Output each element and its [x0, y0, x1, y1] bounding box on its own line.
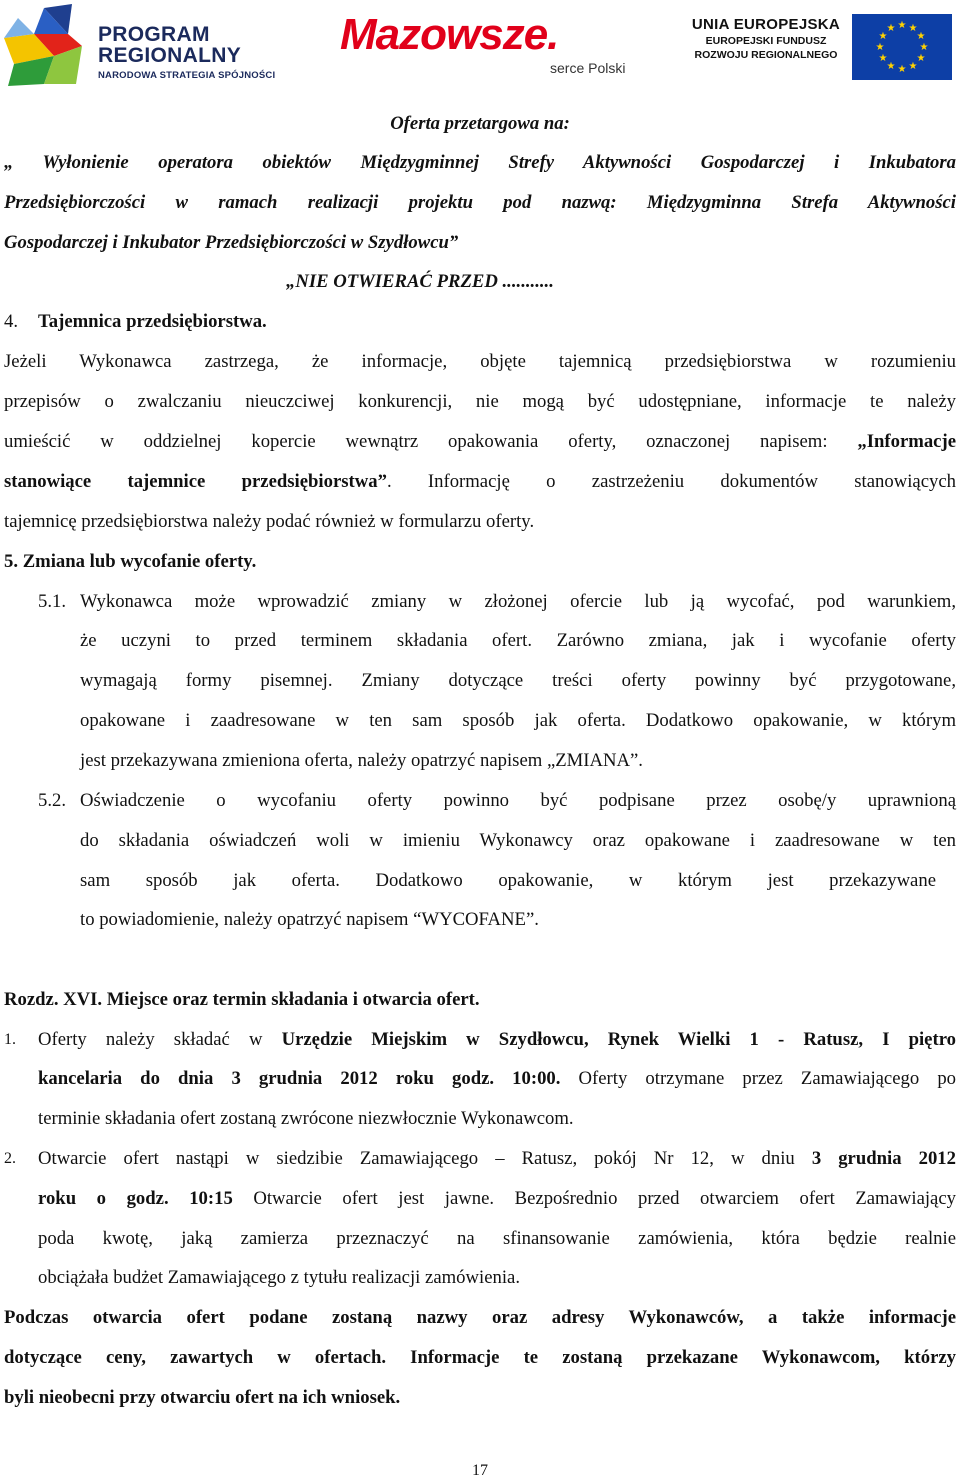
program-regionalny-text: [98, 24, 275, 81]
page-number: 17: [472, 1462, 488, 1479]
tajemnice-label: stanowiące tajemnice przedsiębiorstwa”: [4, 471, 387, 492]
item-5-1-line-5: jest przekazywana zmieniona oferta, należy opatrzyć napisem „ZMIANA”.: [80, 750, 643, 771]
svg-text:★: ★: [886, 61, 896, 72]
chapter-16-heading: Rozdz. XVI. Miejsce oraz termin składania i otwarcia ofert.: [4, 989, 480, 1010]
office-address: Urzędzie Miejskim w Szydłowcu, Rynek Wielki 1 - Ratusz, I piętro: [281, 1029, 956, 1050]
item-2-line-4: obciążała budżet Zamawiającego z tytułu realizacji zamówienia.: [38, 1267, 520, 1288]
section-4-line-5: tajemnicę przedsiębiorstwa należy podać również w formularzu oferty.: [4, 511, 535, 532]
section-4-line-3-text: umieścić w oddzielnej kopercie wewnątrz opakowania oferty, oznaczonej napisem:: [4, 431, 828, 452]
eu-text: [686, 16, 846, 61]
final-paragraph-line-1: Podczas otwarcia ofert podane zostaną nazwy oraz adresy Wykonawców, a także informacje: [4, 1307, 956, 1328]
mazowsze-wordmark: Mazowsze.: [340, 10, 559, 59]
svg-text:★: ★: [897, 20, 907, 31]
svg-text:★: ★: [908, 23, 918, 34]
section-5-heading: 5. Zmiana lub wycofanie oferty.: [4, 551, 257, 572]
section-4-number: 4.: [4, 311, 19, 332]
item-2-line-2-text: Otwarcie ofert jest jawne. Bezpośrednio przed otwarciem ofert Zamawiający: [232, 1188, 956, 1209]
opening-time: roku o godz. 10:15: [38, 1188, 233, 1209]
item-2-line-1: [38, 1147, 956, 1171]
program-line-2: REGIONALNY: [98, 44, 242, 67]
section-4-line-2: przepisów o zwalczaniu nieuczciwej konkurencji, nie mogą być udostępniane, informacje te należy: [4, 391, 956, 412]
item-5-2-line-3: sam sposób jak oferta. Dodatkowo opakowanie, w którym jest przekazywane: [80, 870, 936, 891]
opening-date: 3 grudnia 2012: [811, 1148, 956, 1169]
program-regionalny-logo: [4, 4, 304, 86]
item-1-line-1: [38, 1028, 956, 1052]
section-4-line-4: [4, 470, 956, 494]
svg-text:★: ★: [908, 61, 918, 72]
final-paragraph-line-2: dotyczące ceny, zawartych w ofertach. Informacje te zostaną przekazane Wykonawcom, którzy: [4, 1347, 956, 1368]
offer-title: Oferta przetargowa na:: [390, 113, 570, 134]
svg-text:★: ★: [916, 31, 926, 42]
svg-text:★: ★: [878, 31, 888, 42]
eu-line-1: UNIA EUROPEJSKA: [691, 16, 841, 33]
item-5-2-line-4: to powiadomienie, należy opatrzyć napisem “WYCOFANE”.: [80, 909, 539, 930]
item-2-line-2: [38, 1187, 956, 1211]
informacje-label: „Informacje: [857, 431, 956, 452]
mazowsze-subtitle: serce Polski: [550, 60, 626, 76]
item-5-1-line-3: wymagają formy pisemnej. Zmiany dotyczące treści oferty powinny być przygotowane,: [80, 670, 956, 691]
svg-text:★: ★: [897, 64, 907, 75]
item-1-number: 1.: [4, 1031, 16, 1048]
svg-text:★: ★: [919, 42, 929, 53]
svg-text:★: ★: [875, 42, 885, 53]
item-5-2-number: 5.2.: [38, 790, 67, 811]
program-line-3: NARODOWA STRATEGIA SPÓJNOŚCI: [98, 70, 276, 81]
item-1-line-2: [38, 1067, 956, 1091]
offer-subject-line-2: Przedsiębiorczości w ramach realizacji projektu pod nazwą: Międzygminna Strefa Aktywności: [4, 192, 956, 213]
item-5-1-line-2: że uczyni to przed terminem składania ofert. Zarówno zmiana, jak i wycofanie oferty: [80, 630, 956, 651]
item-5-2-line-2: do składania oświadczeń woli w imieniu Wykonawcy oraz opakowane i zaadresowane w ten: [80, 830, 956, 851]
section-4-heading: Tajemnica przedsiębiorstwa.: [38, 311, 267, 332]
item-5-1-line-4: opakowane i zaadresowane w ten sam sposób jak oferta. Dodatkowo opakowanie, w którym: [80, 710, 956, 731]
do-not-open-notice: „NIE OTWIERAĆ PRZED ...........: [286, 271, 554, 292]
item-2-line-3: poda kwotę, jaką zamierza przeznaczyć na sfinansowanie zamówienia, która będzie realnie: [38, 1228, 956, 1249]
final-paragraph-line-3: byli nieobecni przy otwarciu ofert na ich wniosek.: [4, 1387, 401, 1408]
eu-flag-icon: [852, 14, 952, 80]
svg-text:★: ★: [916, 53, 926, 64]
svg-text:★: ★: [878, 53, 888, 64]
item-5-2-line-1: Oświadczenie o wycofaniu oferty powinno być podpisane przez osobę/y uprawnioną: [80, 790, 956, 811]
program-line-1: PROGRAM: [98, 23, 210, 46]
item-1-line-2-text: Oferty otrzymane przez Zamawiającego po: [560, 1068, 957, 1089]
section-4-line-3: [4, 430, 956, 454]
offer-subject-line-3: Gospodarczej i Inkubator Przedsiębiorczości w Szydłowcu”: [4, 232, 459, 253]
svg-text:★: ★: [886, 23, 896, 34]
eu-line-3: ROZWOJU REGIONALNEGO: [694, 49, 838, 61]
section-4-line-4-text: . Informację o zastrzeżeniu dokumentów stanowiących: [386, 471, 956, 492]
offer-subject-line-1: „ Wyłonienie operatora obiektów Międzygminnej Strefy Aktywności Gospodarczej i Inkubatora: [4, 152, 956, 173]
eu-logo: [686, 14, 956, 80]
item-5-1-line-1: Wykonawca może wprowadzić zmiany w złożonej ofercie lub ją wycofać, pod warunkiem,: [80, 591, 956, 612]
eu-line-2: EUROPEJSKI FUNDUSZ: [705, 35, 827, 47]
colored-star-icon: [4, 4, 86, 86]
section-4-line-1: Jeżeli Wykonawca zastrzega, że informacje, objęte tajemnicą przedsiębiorstwa w rozumieniu: [4, 351, 956, 372]
item-5-1-number: 5.1.: [38, 591, 67, 612]
item-1-line-3: terminie składania ofert zostaną zwrócone niezwłocznie Wykonawcom.: [38, 1108, 574, 1129]
mazowsze-logo: [340, 10, 650, 84]
item-2-number: 2.: [4, 1150, 16, 1167]
page-header: [0, 0, 960, 90]
item-1-line-1-text: Oferty należy składać w: [38, 1029, 282, 1050]
item-2-line-1-text: Otwarcie ofert nastąpi w siedzibie Zamawiającego – Ratusz, pokój Nr 12, w dniu: [38, 1148, 812, 1169]
submission-deadline: kancelaria do dnia 3 grudnia 2012 roku godz. 10:00.: [38, 1068, 561, 1089]
